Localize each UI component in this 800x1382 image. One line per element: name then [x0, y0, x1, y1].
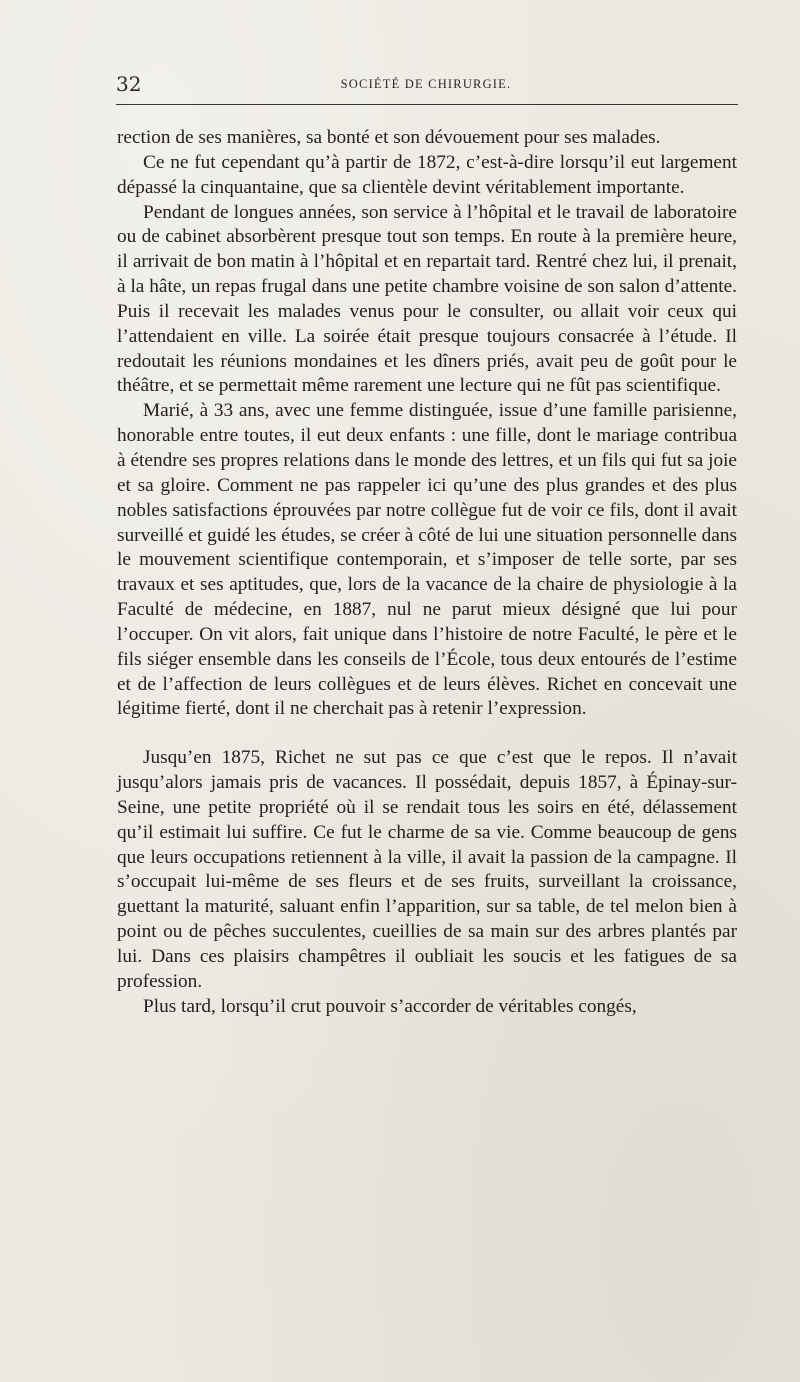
- page-number: 32: [116, 72, 142, 96]
- paragraph-clientele: Ce ne fut cependant qu’à partir de 1872, c’est-à-dire lorsqu’il eut largement dépassé la cinquantaine, que sa clientèle devint véritablement importante.: [117, 151, 737, 198]
- running-head: SOCIÉTÉ DE CHIRURGIE.: [340, 77, 512, 91]
- paragraph-later: Plus tard, lorsqu’il crut pouvoir s’accorder de véritables congés,: [143, 995, 637, 1017]
- paragraph-continuation: rection de ses manières, sa bonté et son dévouement pour ses malades.: [117, 127, 661, 148]
- page-header: [116, 70, 736, 98]
- paragraph-epinay: Jusqu’en 1875, Richet ne sut pas ce que c’est que le repos. Il n’avait jusqu’alors jamais pris de vacances. Il possédait, depuis 1857, à Épinay-sur-Seine, une petite propriété où il se rendait tous les soirs en été, délassement qu’il estimait lui suffire. Ce fut le charme de sa vie. Comme beaucoup de gens que leurs occupations retiennent à la ville, il avait la passion de la campagne. Il s’occupait lui-même de ses fleurs et de ses fruits, surveillant la croissance, guettant la maturité, saluant enfin l’apparition, sur sa table, de tel melon bien à point ou de pêches succulentes, cueillies de sa main sur des arbres plantés par lui. Dans ces plaisirs champêtres il oubliait les soucis et les fatigues de sa profession.: [117, 747, 737, 992]
- paragraph-daily-routine: Pendant de longues années, son service à l’hôpital et le travail de laboratoire ou de cabinet absorbèrent presque tout son temps. En route à la première heure, il arrivait de bon matin à l’hôpital et en repartait tard. Rentré chez lui, il prenait, à la hâte, un repas frugal dans une petite chambre voisine de son salon d’attente. Puis il recevait les malades venus pour le consulter, ou allait voir ceux qui l’attendaient en ville. La soirée était presque toujours consacrée à l’étude. Il redoutait les réunions mondaines et les dîners priés, avait peu de goût pour le théâtre, et se permettait même rarement une lecture qui ne fût pas scientifique.: [117, 201, 737, 397]
- header-rule: [116, 104, 738, 105]
- body-text: [117, 126, 737, 1020]
- paragraph-family: Marié, à 33 ans, avec une femme distinguée, issue d’une famille parisienne, honorable entre toutes, il eut deux enfants : une fille, dont le mariage contribua à étendre ses propres relations dans le monde des lettres, et un fils qui fut sa joie et sa gloire. Comment ne pas rappeler ici qu’une des plus grandes et des plus nobles satisfactions éprouvées par notre collègue fut de voir ce fils, dont il avait surveillé et guidé les études, se créer à côté de lui une situation personnelle dans le mouvement scientifique contemporain, et s’imposer de telle sorte, par ses travaux et ses aptitudes, que, lors de la vacance de la chaire de physiologie à la Faculté de médecine, en 1887, nul ne parut mieux désigné que lui pour l’occuper. On vit alors, fait unique dans l’histoire de notre Faculté, le père et le fils siéger ensemble dans les conseils de l’École, tous deux entourés de l’estime et de l’affection de leurs collègues et de leurs élèves. Richet en concevait une légitime fierté, dont il ne cherchait pas à retenir l’expression.: [117, 400, 737, 720]
